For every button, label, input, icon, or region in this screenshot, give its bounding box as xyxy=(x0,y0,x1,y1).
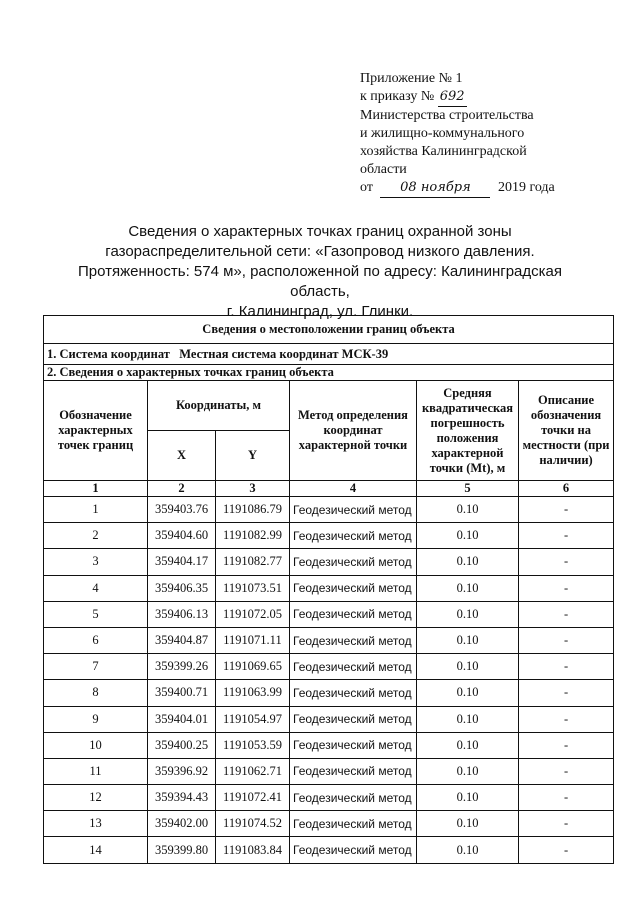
coord-y-cell: 1191054.97 xyxy=(216,706,290,732)
coord-x-cell: 359403.76 xyxy=(148,497,216,523)
method-cell: Геодезический метод xyxy=(290,523,417,549)
col-error-header: Средняя квадратическая погрешность положения характерной точки (Mt), м xyxy=(417,381,519,481)
coord-y-cell: 1191063.99 xyxy=(216,680,290,706)
coord-y-cell: 1191083.84 xyxy=(216,837,290,863)
table-row xyxy=(44,627,614,653)
table-title-row xyxy=(44,316,614,344)
order-number-handwritten: 692 xyxy=(438,88,467,107)
table-row xyxy=(44,811,614,837)
point-number-cell: 9 xyxy=(44,706,148,732)
col-coords-header: Координаты, м xyxy=(148,381,290,431)
point-number-cell: 8 xyxy=(44,680,148,706)
ministry-line-1: Министерства строительства xyxy=(360,108,534,123)
table-row xyxy=(44,785,614,811)
error-cell: 0.10 xyxy=(417,758,519,784)
points-section-label: 2. Сведения о характерных точках границ объекта xyxy=(44,365,614,381)
col-desc-header: Описание обозначения точки на местности (при наличии) xyxy=(519,381,614,481)
method-cell: Геодезический метод xyxy=(290,627,417,653)
method-cell: Геодезический метод xyxy=(290,811,417,837)
table-title: Сведения о местоположении границ объекта xyxy=(44,316,614,344)
col-point-header: Обозначение характерных точек границ xyxy=(44,381,148,481)
method-cell: Геодезический метод xyxy=(290,654,417,680)
method-cell: Геодезический метод xyxy=(290,837,417,863)
coord-x-cell: 359404.01 xyxy=(148,706,216,732)
col-y-header: Y xyxy=(216,431,290,481)
section-1-row xyxy=(44,344,614,365)
error-cell: 0.10 xyxy=(417,497,519,523)
description-cell: - xyxy=(519,654,614,680)
column-number-row xyxy=(44,481,614,497)
coordinate-system-label: 1. Система координат Местная система координат МСК-39 xyxy=(44,344,614,365)
ministry-line-4: области xyxy=(360,162,407,177)
table-row xyxy=(44,575,614,601)
heading-line-1: Сведения о характерных точках границ охранной зоны xyxy=(128,223,512,240)
table-row xyxy=(44,758,614,784)
coord-y-cell: 1191053.59 xyxy=(216,732,290,758)
error-cell: 0.10 xyxy=(417,549,519,575)
table-row xyxy=(44,601,614,627)
description-cell: - xyxy=(519,523,614,549)
error-cell: 0.10 xyxy=(417,680,519,706)
description-cell: - xyxy=(519,549,614,575)
heading-line-4: г. Калининград, ул. Глинки. xyxy=(226,303,414,320)
coord-x-cell: 359399.26 xyxy=(148,654,216,680)
point-number-cell: 1 xyxy=(44,497,148,523)
point-number-cell: 14 xyxy=(44,837,148,863)
error-cell: 0.10 xyxy=(417,575,519,601)
col-x-header: X xyxy=(148,431,216,481)
coord-y-cell: 1191082.99 xyxy=(216,523,290,549)
table-row xyxy=(44,654,614,680)
point-number-cell: 3 xyxy=(44,549,148,575)
point-number-cell: 2 xyxy=(44,523,148,549)
column-header-row-1 xyxy=(44,381,614,431)
error-cell: 0.10 xyxy=(417,837,519,863)
coord-x-cell: 359404.17 xyxy=(148,549,216,575)
method-cell: Геодезический метод xyxy=(290,497,417,523)
description-cell: - xyxy=(519,601,614,627)
point-number-cell: 4 xyxy=(44,575,148,601)
error-cell: 0.10 xyxy=(417,523,519,549)
method-cell: Геодезический метод xyxy=(290,758,417,784)
coord-x-cell: 359394.43 xyxy=(148,785,216,811)
description-cell: - xyxy=(519,758,614,784)
table-row xyxy=(44,523,614,549)
boundary-points-table xyxy=(43,315,614,864)
point-number-cell: 6 xyxy=(44,627,148,653)
coord-y-cell: 1191086.79 xyxy=(216,497,290,523)
error-cell: 0.10 xyxy=(417,654,519,680)
table-row xyxy=(44,837,614,863)
ministry-line-2: и жилищно-коммунального xyxy=(360,126,525,141)
coord-y-cell: 1191072.05 xyxy=(216,601,290,627)
table-row xyxy=(44,549,614,575)
section-2-row xyxy=(44,365,614,381)
date-prefix: от xyxy=(360,180,373,195)
col-number: 5 xyxy=(417,481,519,497)
appendix-title: Приложение № 1 xyxy=(360,71,463,86)
coord-y-cell: 1191072.41 xyxy=(216,785,290,811)
method-cell: Геодезический метод xyxy=(290,706,417,732)
coord-y-cell: 1191069.65 xyxy=(216,654,290,680)
coord-x-cell: 359406.35 xyxy=(148,575,216,601)
coord-x-cell: 359399.80 xyxy=(148,837,216,863)
coord-x-cell: 359404.60 xyxy=(148,523,216,549)
description-cell: - xyxy=(519,680,614,706)
coord-y-cell: 1191074.52 xyxy=(216,811,290,837)
method-cell: Геодезический метод xyxy=(290,785,417,811)
table-row xyxy=(44,497,614,523)
description-cell: - xyxy=(519,706,614,732)
date-suffix: 2019 года xyxy=(497,180,555,195)
coord-y-cell: 1191071.11 xyxy=(216,627,290,653)
error-cell: 0.10 xyxy=(417,785,519,811)
coord-y-cell: 1191073.51 xyxy=(216,575,290,601)
error-cell: 0.10 xyxy=(417,732,519,758)
col-number: 2 xyxy=(148,481,216,497)
table-row xyxy=(44,706,614,732)
order-line xyxy=(360,88,555,107)
heading-line-2: газораспределительной сети: «Газопровод низкого давления. xyxy=(105,243,535,260)
col-method-header: Метод определения координат характерной точки xyxy=(290,381,417,481)
coord-x-cell: 359396.92 xyxy=(148,758,216,784)
coord-x-cell: 359400.25 xyxy=(148,732,216,758)
col-number: 6 xyxy=(519,481,614,497)
description-cell: - xyxy=(519,811,614,837)
coord-y-cell: 1191082.77 xyxy=(216,549,290,575)
col-number: 3 xyxy=(216,481,290,497)
method-cell: Геодезический метод xyxy=(290,601,417,627)
coord-x-cell: 359406.13 xyxy=(148,601,216,627)
description-cell: - xyxy=(519,575,614,601)
method-cell: Геодезический метод xyxy=(290,575,417,601)
point-number-cell: 12 xyxy=(44,785,148,811)
error-cell: 0.10 xyxy=(417,601,519,627)
heading-line-3: Протяженность: 574 м», расположенной по адресу: Калининградская область, xyxy=(77,263,563,300)
coord-x-cell: 359400.71 xyxy=(148,680,216,706)
table-row xyxy=(44,680,614,706)
point-number-cell: 7 xyxy=(44,654,148,680)
date-line xyxy=(360,179,555,198)
error-cell: 0.10 xyxy=(417,706,519,732)
point-number-cell: 5 xyxy=(44,601,148,627)
document-heading xyxy=(60,222,580,322)
col-number: 1 xyxy=(44,481,148,497)
point-number-cell: 13 xyxy=(44,811,148,837)
table-row xyxy=(44,732,614,758)
coord-y-cell: 1191062.71 xyxy=(216,758,290,784)
description-cell: - xyxy=(519,732,614,758)
description-cell: - xyxy=(519,837,614,863)
method-cell: Геодезический метод xyxy=(290,732,417,758)
error-cell: 0.10 xyxy=(417,811,519,837)
description-cell: - xyxy=(519,627,614,653)
coord-x-cell: 359404.87 xyxy=(148,627,216,653)
ministry-line-3: хозяйства Калининградской xyxy=(360,144,527,159)
point-number-cell: 11 xyxy=(44,758,148,784)
error-cell: 0.10 xyxy=(417,627,519,653)
point-number-cell: 10 xyxy=(44,732,148,758)
method-cell: Геодезический метод xyxy=(290,680,417,706)
appendix-block xyxy=(360,70,555,198)
order-prefix: к приказу № xyxy=(360,89,435,104)
date-handwritten: 08 ноября xyxy=(380,179,490,198)
method-cell: Геодезический метод xyxy=(290,549,417,575)
description-cell: - xyxy=(519,785,614,811)
description-cell: - xyxy=(519,497,614,523)
col-number: 4 xyxy=(290,481,417,497)
coord-x-cell: 359402.00 xyxy=(148,811,216,837)
